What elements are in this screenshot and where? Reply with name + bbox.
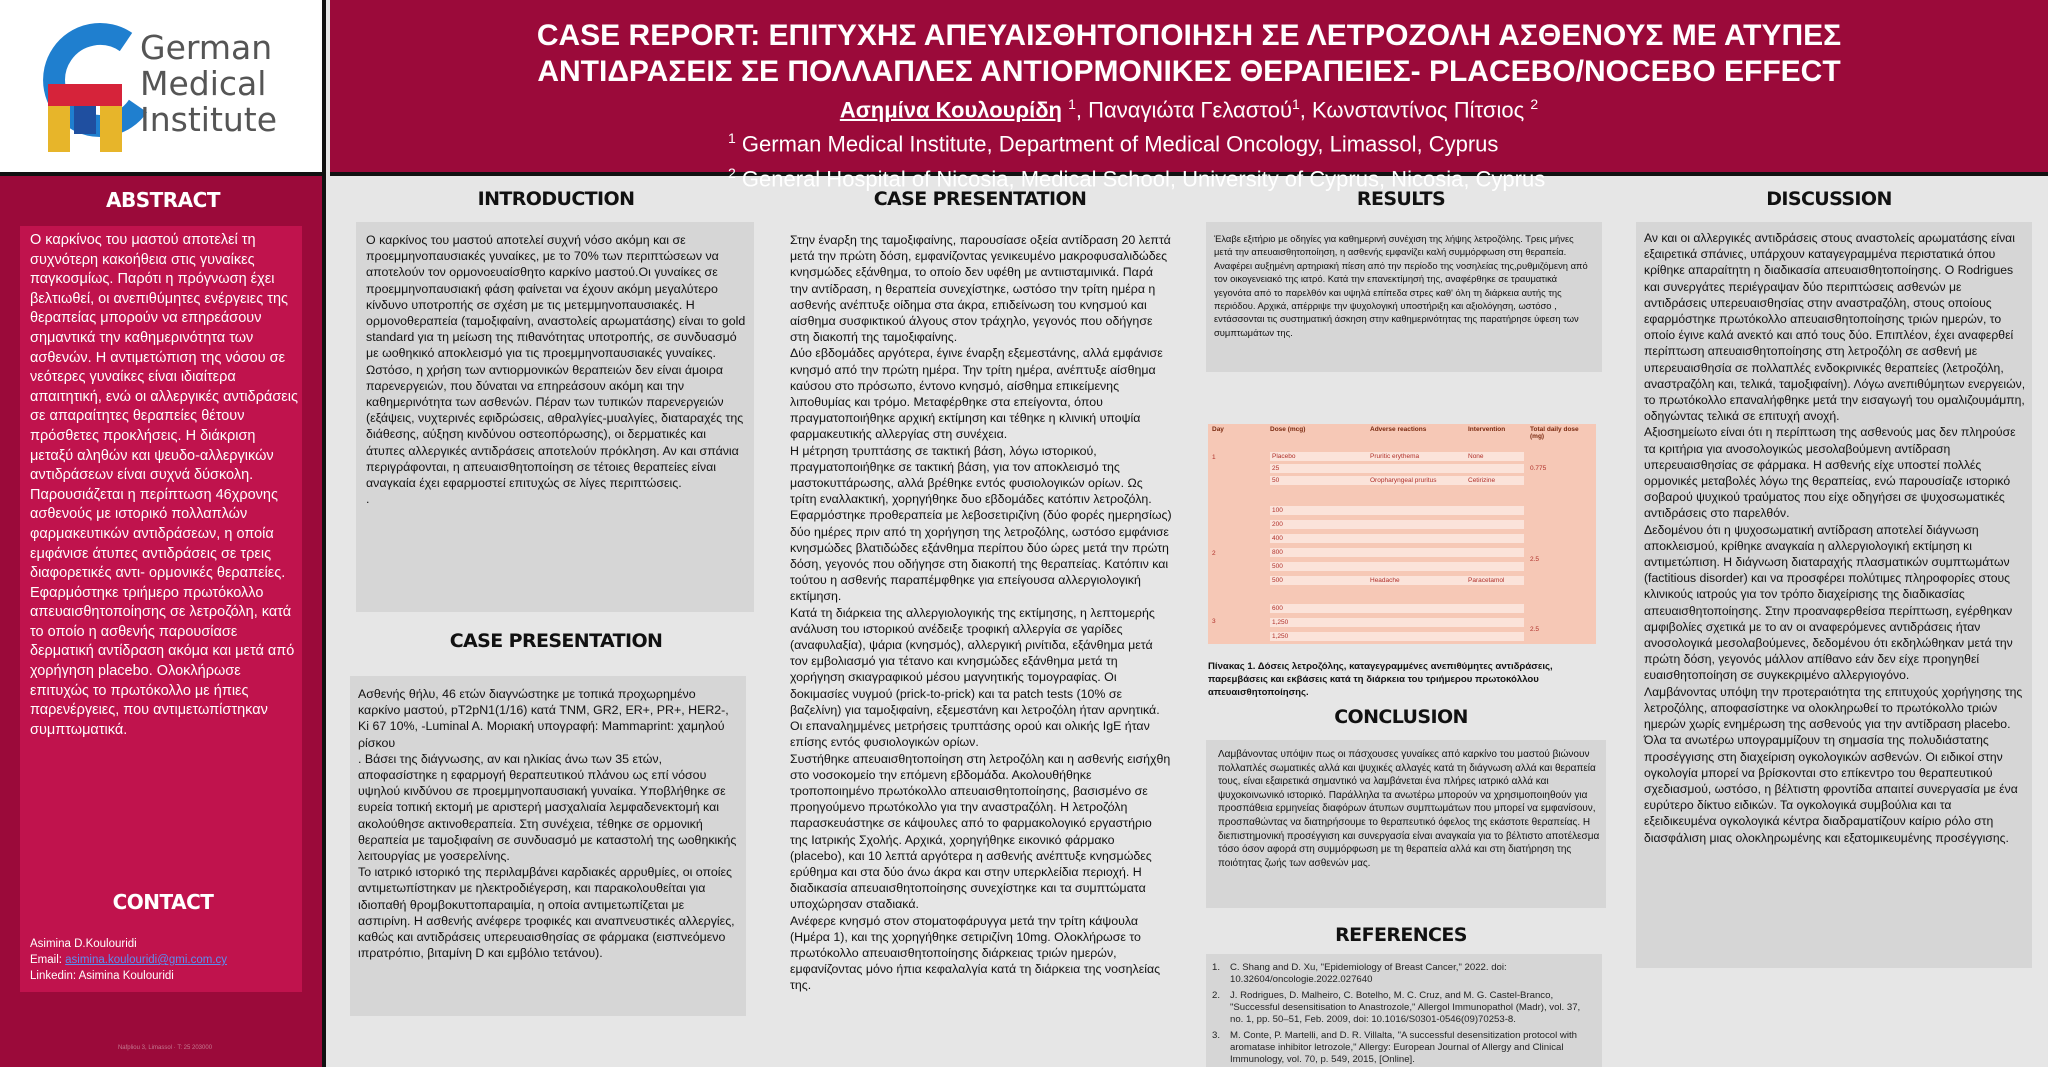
reference-item (1212, 990, 1592, 1026)
table-row (1270, 604, 1524, 613)
introduction-title: INTRODUCTION (477, 188, 635, 210)
affiliation-1-text: German Medical Institute, Department of Medical Oncology, Limassol, Cyprus (741, 131, 1499, 157)
table-dose: Placebo (1272, 453, 1296, 460)
footer-note: Nafpliou 3, Limassol · Τ: 25 203000 (117, 1045, 213, 1051)
table-header-reactions: Adverse reactions (1370, 426, 1427, 433)
author-3: , Κωνσταντίνος Πίτσιος (1299, 97, 1525, 123)
author-list (330, 90, 2048, 124)
reference-text: C. Shang and D. Xu, "Epidemiology of Breast Cancer," 2022. doi: 10.32604/oncologie.2022.027640 (1230, 962, 1507, 985)
table-dose: 500 (1272, 563, 1283, 570)
table-header-dose: Dose (mcg) (1270, 426, 1306, 433)
logo (0, 0, 326, 176)
results-text: Έλαβε εξιτήριο με οδηγίες για καθημερινή συνέχιση της λήψης λετροζόλης. Τρεις μήνες μετά την απευαισθητοποίηση, η ασθενής εμφανίζει καλή συμμόρφωση στη θεραπεία. Αναφέρει αυξημένη αρτηριακή πίεση από την περίοδο της νοσηλείας της,ρυθμιζόμενη από τον οικογενειακό της ιατρό. Κατά την επανεκτίμησή της, αναφέρθηκε σε τραυματικά γεγονότα από το παρελθόν και υψηλά επίπεδα στρες καθ' όλη τη διάρκεια αυτής της περιόδου. Αρχικά, απέρριψε την ψυχολογική υποστήριξη και αξιολόγηση, ωστόσο , εντάσσονται τις συστηματική άσκηση στην καθημερινότητας της παρατήρησε ύφεση των συμπτωμάτων της. (1214, 233, 1588, 338)
reference-number: 3. (1212, 1030, 1221, 1041)
contact-linkedin: Linkedin: Asimina Koulouridi (30, 970, 174, 982)
author-1-affiliation: 1 (1068, 96, 1076, 112)
table-dose: 800 (1272, 549, 1283, 556)
table-day-2: 2 (1212, 550, 1216, 557)
table-row (1270, 520, 1524, 529)
table-header-intervention: Intervention (1468, 426, 1506, 433)
table-dose: 50 (1272, 477, 1280, 484)
table-dose: 600 (1272, 605, 1283, 612)
references-title: REFERENCES (1335, 924, 1467, 946)
reference-number: 1. (1212, 962, 1221, 973)
table-row (1270, 534, 1524, 543)
title-line-1: CASE REPORT: ΕΠΙΤΥΧΗΣ ΑΠΕΥΑΙΣΘΗΤΟΠΟΙΗΣΗ ΣΕ ΛΕΤΡΟΖΟΛΗ ΑΣΘΕΝΟΥΣ ΜΕ ΑΤΥΠΕΣ (536, 19, 1842, 52)
affiliation-1 (330, 124, 2048, 158)
table-dose: 400 (1272, 535, 1283, 542)
logo-line-1: German (140, 28, 273, 67)
table-header-day: Day (1212, 426, 1224, 433)
author-1: Ασημίνα Κουλουρίδη (839, 97, 1062, 123)
table-dose: 1,250 (1272, 633, 1289, 640)
results-table (1208, 424, 1596, 644)
table-day-1: 1 (1212, 454, 1216, 461)
table-dose: 1,250 (1272, 619, 1289, 626)
contact-email-label: Email: (30, 954, 66, 966)
contact-name: Asimina D.Koulouridi (30, 938, 137, 950)
results-title: RESULTS (1356, 188, 1446, 210)
case-presentation-text: Στην έναρξη της ταμοξιφαίνης, παρουσίασε οξεία αντίδραση 20 λεπτά μετά την πρώτη δόση, εμφανίζοντας γενικευμένο μακροφυσαλιδώδες κνησμώδες εξάνθημα, το οποίο δεν υφέθη με αντιισταμινικά. Παρά την αντίδραση, η θεραπεία συνεχίστηκε, ωστόσο την τρίτη ημέρα η ασθενής ανέπτυξε οίδημα στα άκρα, επιδείνωση του κνησμού και αίσθημα συσφικτικού άλγους στον τράχηλο, γεγονός που οδήγησε στη διακοπή της ταμοξιφαίνης. Δύο εβδομάδες αργότερα, έγινε έναρξη εξεμεστάνης, αλλά εμφάνισε κνησμό από την πρώτη ημέρα. Την τρίτη ημέρα, ανέπτυξε αίσθημα καύσου στο πρόσωπο, έντονο κνησμό, αίσθημα επικείμενης λιποθυμίας και τρόμο. Μεταφέρθηκε στα επείγοντα, όπου πραγματοποιήθηκε αρχική εκτίμηση και τέθηκε η κλινική υποψία φαρμακευτικής αλλεργίας στη συνέχεια. Η μέτρηση τρυπτάσης σε τακτική βάση, λόγω ιστορικού, πραγματοποιήθηκε σε τακτική βάση, για τον αποκλεισμό της μαστοκυττάρωσης, αλλά βρέθηκε εντός φυσιολογικών ορίων. Ως τρίτη εναλλακτική, χορηγήθηκε δυο εβδομάδες κατόπιν λετροζόλη. Εφαρμόστηκε προθεραπεία με λεβοσετιριζίνη (δύο φορές ημερησίως) δύο ημέρες πριν από τη χορήγηση της λετροζόλης, ωστόσο εμφάνισε κνησμώδες βλατιδώδες εξάνθημα περίπου δύο ώρες μετά την πρώτη δόση, γεγονός που οδήγησε στη διακοπή της θεραπείας. Κατόπιν και τούτου η ασθενής παραπέμφθηκε για επείγουσα αλλεργιολογική εκτίμηση. Κατά τη διάρκεια της αλλεργιολογικής της εκτίμησης, η λεπτομερής ανάλυση του ιστορικού ανέδειξε τροφική αλλεργία σε γαρίδες (αναφυλαξία), ψάρια (κνησμός), αλλεργική ρινίτιδα, εξάνθημα μετά τον εμβολιασμό για τέτανο και κνησμώδες εξάνθημα μετά τη χορήγηση σκιαγραφικού μέσου μαγνητικής τομογραφίας. Οι δοκιμασίες νυγμού (prick-to-prick) και τα patch tests (10% σε βαζελίνη) για ταμοξιφαίνη, εξεμεστάνη και λετροζόλη ήταν αρνητικά. Οι επαναλημμένες μετρήσεις τρυπτάσης ορού και ολικής IgE ήταν επίσης εντός φυσιολογικών ορίων. Συστήθηκε απευαισθητοποίηση στη λετροζόλη και η ασθενής εισήχθη στο νοσοκομείο την επόμενη εβδομάδα. Ακολουθήθηκε τροποποιημένο πρωτόκολλο απευαισθητοποίησης, βασισμένο σε προηγούμενο πρωτόκολλο για την αναστραζόλη. Η λετροζόλη παρασκευάστηκε σε κάψουλες από το φαρμακολογικό εργαστήριο της Ιατρικής Σχολής. Αρχικά, χορηγήθηκε εικονικό φάρμακο (placebo), και 10 λεπτά αργότερα η ασθενής ανέπτυξε κνησμώδες ερύθημα και στα δύο άνω άκρα και στην υπερκλείδια περιοχή. Η διαδικασία απευαισθητοποίησης συνεχίστηκε και τα συμπτώματα υποχώρησαν σταδιακά. Ανέφερε κνησμό στον στοματοφάρυγγα μετά την τρίτη κάψουλα (Ημέρα 1), και της χορηγήθηκε σετιριζίνη 10mg. Ολοκλήρωσε το πρωτόκολλο απευαισθητοποίησης διάρκειας τριών ημερών, εμφανίζοντας μόνο ήπια κεφαλαλγία κατά τη διάρκεια της νοσηλείας της. (790, 233, 1172, 993)
conclusion-title: CONCLUSION (1334, 706, 1468, 728)
case-presentation-left-text: Ασθενής θήλυ, 46 ετών διαγνώστηκε με τοπικά προχωρημένο καρκίνο μαστού, pT2pN1(1/16) κατά TNM, GR2, ER+, PR+, HER2-, Ki 67 10%, -Luminal A. Μοριακή υπογραφή: Mammaprint: χαμηλού ρίσκου . Βάσει της διάγνωσης, αν και ηλικίας άνω των 35 ετών, αποφασίστηκε η εφαρμογή θεραπευτικού πλάνου ως επί νόσου υψηλού κινδύνου σε προεμμηνοπαυσιακή γυναίκα. Υποβλήθηκε σε ευρεία τοπική εκτομή με αριστερή μασχαλιαία λεμφαδενεκτομή και ακολούθησε ακτινοθεραπεία. Στη συνέχεια, τέθηκε σε ορμονική θεραπεία με ταμοξιφαίνη σε συνδυασμό με καταστολή της ωοθηκικής λειτουργίας με γοσερελίνης. Το ιατρικό ιστορικό της περιλαμβάνει καρδιακές αρρυθμίες, οι οποίες αντιμετωπίστηκαν με ηλεκτροδιέγερση, και παρακολουθείται για ιδιοπαθή θρομβοκυττοπαραιμία, η οποία αντιμετωπίζεται με ασπιρίνη. Η ασθενής ανέφερε τροφικές και αναπνευστικές αλλεργίες, καθώς και αντιδράσεις υπερευαισθησίας σε φάρμακα (εισπνεόμενο ιπρατρόπιο, βιταμίνη D και εμβόλιο τετάνου). (358, 687, 737, 961)
author-2-affiliation: 1 (1291, 96, 1300, 112)
table-row (1270, 506, 1524, 515)
logo-wordmark (140, 30, 277, 138)
logo-line-2: Medical (140, 64, 267, 103)
table-row (1270, 618, 1524, 627)
author-2: , Παναγιώτα Γελαστού (1075, 97, 1292, 123)
table-row (1270, 548, 1524, 557)
author-3-affiliation: 2 (1530, 96, 1539, 112)
table-total: 2.5 (1530, 556, 1540, 563)
table-dose: 100 (1272, 507, 1283, 514)
reference-item (1212, 1030, 1592, 1066)
table-dose: 200 (1272, 521, 1283, 528)
table-reaction: Headache (1370, 577, 1400, 584)
conclusion-text: Λαμβάνοντας υπόψιν πως οι πάσχουσες γυναίκες από καρκίνο του μαστού βιώνουν πολλαπλές σωματικές αλλά και ψυχικές αλλαγές κατά τη διάγνωση αλλά και θεραπεία τους, είναι εξαιρετικά σημαντικό να λαμβάνεται ένα πλήρες ιατρικό αλλά και ψυχοκοινωνικό ιστορικό. Παράλληλα τα ανωτέρω μπορούν να χρησιμοποιηθούν για προσπάθεια ερμηνείας διαφόρων άτυπων συμπτωμάτων που μπορεί να εμφανίσουν, προσπαθώντας να διατηρήσουμε το θεραπευτικό όφελος της εκάστοτε θεραπείας. Η διεπιστημονική προσέγγιση και συνεργασία είναι αναγκαία για το βέλτιστο αποτέλεσμα τόσο όσον αφορά στη συμμόρφωση με τη θεραπεία αλλά και στη διατήρηση της ποιότητας ζωής των ασθενών μας. (1218, 749, 1600, 869)
gmi-logo-icon (28, 14, 158, 164)
table-row (1270, 464, 1524, 473)
abstract-title: ABSTRACT (106, 188, 220, 212)
poster-header (330, 0, 2048, 191)
table-dose: 500 (1272, 577, 1283, 584)
contact-email-row (30, 952, 227, 968)
reference-item (1212, 962, 1592, 986)
table-row (1270, 632, 1524, 641)
table-dose: 25 (1272, 465, 1280, 472)
table-reaction: Pruritic erythema (1370, 453, 1420, 460)
reference-text: M. Conte, P. Martelli, and D. R. Villalta, "A successful desensitization protocol with aromatase inhibitor letrozole," Allergy: European Journal of Allergy and Clinical Immunology, vol. 70, p. 549, 2015, [Online]. (1230, 1030, 1577, 1065)
contact-title: CONTACT (112, 890, 214, 914)
contact-email-link[interactable]: asimina.koulouridi@gmi.com.cy (65, 954, 228, 966)
introduction-text: Ο καρκίνος του μαστού αποτελεί συχνή νόσο ακόμη και σε προεμμηνοπαυσιακές γυναίκες, με το 70% των περιπτώσεων να αποτελούν τον ορμονοευαίσθητο καρκίνο μαστού.Οι γυναίκες σε προεμμηνοπαυσιακή φάση φαίνεται να έχουν ακόμη μεγαλύτερο κίνδυνο υποτροπής σε σχέση με τις μετεμμηνοπαυσιακές. Η ορμονοθεραπεία (ταμοξιφαίνη, αναστολείς αρωματάσης) είναι το gold standard για τη μείωση της πιθανότητας υποτροπής, σε συνδυασμό με ωοθηκικό αποκλεισμό για τις προεμμηνοπαυσιακές γυναίκες. Ωστόσο, η χρήση των αντιορμονικών θεραπειών δεν είναι άμοιρα παρενεργειών, που δύναται να επηρεάσουν ακόμη και την καθημερινότητα των ασθενών. Πέραν των τυπικών παρενεργειών (εξάψεις, νυχτερινές εφιδρώσεις, αθραλγίες-μυαλγίες, διαταραχές της διάθεσης, αύξηση κινδύνου οστεοπόρωσης), οι δερματικές και άτυπες αλλεργικές αντιδράσεις αποτελούν πρόκληση. Αν και σπάνια περιγράφονται, η απευαισθητοποίηση σε τέτοιες θεραπείες είναι αναγκαία έχει εφαρμοστεί επιτυχώς σε λίγες περιπτώσεις. . (366, 233, 746, 507)
table-intervention: None (1468, 453, 1484, 460)
table-total: 0.775 (1530, 465, 1547, 472)
table-header-total: Total daily dose (mg) (1530, 426, 1579, 440)
reference-number: 2. (1212, 990, 1221, 1001)
table-caption: Πίνακας 1. Δόσεις λετροζόλης, καταγεγραμμένες ανεπιθύμητες αντιδράσεις, παρεμβάσεις και εκβάσεις κατά τη διάρκεια του τριήμερου πρωτοκόλλου απευαισθητοποίησης. (1208, 661, 1553, 698)
logo-line-3: Institute (140, 100, 278, 139)
affiliation-2-number: 2 (728, 164, 736, 181)
table-row (1270, 562, 1524, 571)
table-intervention: Cetirizine (1468, 477, 1496, 484)
table-total: 2.5 (1530, 626, 1540, 633)
table-intervention: Paracetamol (1468, 577, 1505, 584)
contact-details (30, 936, 227, 984)
discussion-title: DISCUSSION (1766, 188, 1892, 210)
case-presentation-title: CASE PRESENTATION (873, 188, 1087, 210)
title-line-2: ΑΝΤΙΔΡΑΣΕΙΣ ΣΕ ΠΟΛΛΑΠΛΕΣ ΑΝΤΙΟΡΜΟΝΙΚΕΣ ΘΕΡΑΠΕΙΕΣ- PLACEBO/NOCEBO EFFECT (537, 55, 1841, 88)
poster-title (330, 0, 2048, 90)
abstract-text: Ο καρκίνος του μαστού αποτελεί τη συχνότερη κακοήθεια στις γυναίκες παγκοσμίως. Παρότι η πρόγνωση έχει βελτιωθεί, οι ανεπιθύμητες ενέργειες της θεραπείας μπορούν να επηρεάσουν σημαντικά την καθημερινότητα των ασθενών. Η αντιμετώπιση της νόσου σε νεότερες γυναίκες είναι ιδιαίτερα απαιτητική, ενώ οι αλλεργικές αντιδράσεις σε απαραίτητες θεραπείες θέτουν πρόσθετες προκλήσεις. Η διάκριση μεταξύ αληθών και ψευδο-αλλεργικών αντιδράσεων είναι συχνά δύσκολη. Παρουσιάζεται η περίπτωση 46χρονης ασθενούς με ιστορικό πολλαπλών φαρμακευτικών αντιδράσεων, η οποία εμφάνισε άτυπες αντιδράσεις σε τρεις διαφορετικές αντι- ορμονικές θεραπείες. Εφαρμόστηκε τριήμερο πρωτόκολλο απευαισθητοποίησης σε λετροζόλη, κατά το οποίο η ασθενής παρουσίασε δερματική αντίδραση ακόμα και μετά από χορήγηση placebo. Ολοκλήρωσε επιτυχώς το πρωτόκολλο με ήπιες παρενέργειες, που αντιμετωπίστηκαν συμπτωματικά. (30, 232, 298, 738)
reference-text: J. Rodrigues, D. Malheiro, C. Botelho, M. C. Cruz, and M. G. Castel-Branco, "Successful desensitisation to Anastrozole," Allergol Immunopathol (Madr), vol. 37, no. 1, pp. 50–51, Feb. 2009, doi: 10.1016/S0301-0546(09)70253-8. (1230, 990, 1581, 1025)
affiliation-2-text: General Hospital of Nicosia, Medical School, University of Cyprus, Nicosia, Cyprus (741, 165, 1546, 191)
discussion-text: Αν και οι αλλεργικές αντιδράσεις στους αναστολείς αρωματάσης είναι εξαιρετικά σπάνιες, υπάρχουν καταγεγραμμένα περιστατικά όπου κρίθηκε απαραίτητη η διαδικασία απευαισθητοποίησης. O Rodrigues και συνεργάτες περιέγραψαν δύο περιπτώσεις ασθενών με αντιδράσεις υπερευαισθησίας στην αναστραζόλη, στους οποίους εφαρμόστηκε πρωτόκολλο απευαισθητοποίησης τριών ημερών, το οποίο έγινε καλά ανεκτό και από τους δύο. Επιπλέον, έχει αναφερθεί περίπτωση απευαισθητοποίησης στη λετροζόλη σε ασθενή με υπερευαισθησία σε πολλαπλές ενδοκρινικές θεραπείες (λετροζόλη, αναστραζόλη και, τελικά, ταμοξιφαίνη). Λόγω ανεπιθύμητων ενεργειών, το πρωτόκολλο επαναλήφθηκε μετά την εισαγωγή του ομαλιζουμάμπη, οδηγώντας τελικά σε επιτυχή ανοχή. Αξιοσημείωτο είναι ότι η περίπτωση της ασθενούς μας δεν πληρούσε τα κριτήρια για ανοσολογικώς μεσολαβούμενη αντίδραση υπερευαισθησίας σε φάρμακα. Η ασθενής είχε υποστεί πολλές ορμονικές μεταβολές λόγω της θεραπείας, ενώ παρουσίαζε ιστορικό σοβαρού ψυχικού τραύματος που είχε οδηγήσει σε ψυχοσωματικές αντιδράσεις στο παρελθόν. Δεδομένου ότι η ψυχοσωματική αντίδραση αποτελεί διάγνωση αποκλεισμού, κρίθηκε αναγκαία η αλλεργιολογική εκτίμηση κι αντιμετώπιση. Η διάγνωση διαταραχής πλασματικών συμπτωμάτων (factitious disorder) και να προσφέρει πολύτιμες πληροφορίες στους κλινικούς ιατρούς για τον τρόπο διαχείρισης της διαδικασίας απευαισθητοποίησης. Στην προαναφερθείσα περίπτωση, εγέρθηκαν αμφιβολίες σχετικά με το αν οι αναφερόμενες αντιδράσεις ήταν ανοσολογικά μεσολαβούμενες, δεδομένου ότι εκδηλώθηκαν μετά την πρώτη δόση, γεγονός μάλλον απίθανο εάν δεν είχε προηγηθεί ευαισθητοποίηση σε συγκεκριμένο αλλεργιογόνο. Λαμβάνοντας υπόψη την προτεραιότητα της επιτυχούς χορήγησης της λετροζόλης, αποφασίστηκε να ολοκληρωθεί το πρωτόκολλο τριών ημερών χωρίς ενημέρωση της ασθενούς για την αντίδραση placebo. Όλα τα ανωτέρω υπογραμμίζουν τη σημασία της πολυδιάστατης προσέγγισης στη διαχείριση ογκολογικών ασθενών. Οι ειδικοί στην ογκολογία μπορεί να βρίσκονται στο επίκεντρο του θεραπευτικού σχεδιασμού, ωστόσο, η βέλτιστη φροντίδα απαιτεί συνεργασία με ένα ευρύτερο δίκτυο ειδικών. Τα ογκολογικά συμβούλια και τα εξειδικευμένα ογκολογικά κέντρα διαδραματίζουν καίριο ρόλο στη διασφάλιση μιας ολοκληρωμένης και εξατομικευμένης προσέγγισης. (1644, 231, 2026, 845)
table-reaction: Oropharyngeal pruritus (1370, 477, 1437, 484)
affiliation-1-number: 1 (728, 130, 736, 147)
case-presentation-left-title: CASE PRESENTATION (449, 630, 663, 652)
table-day-3: 3 (1212, 618, 1216, 625)
